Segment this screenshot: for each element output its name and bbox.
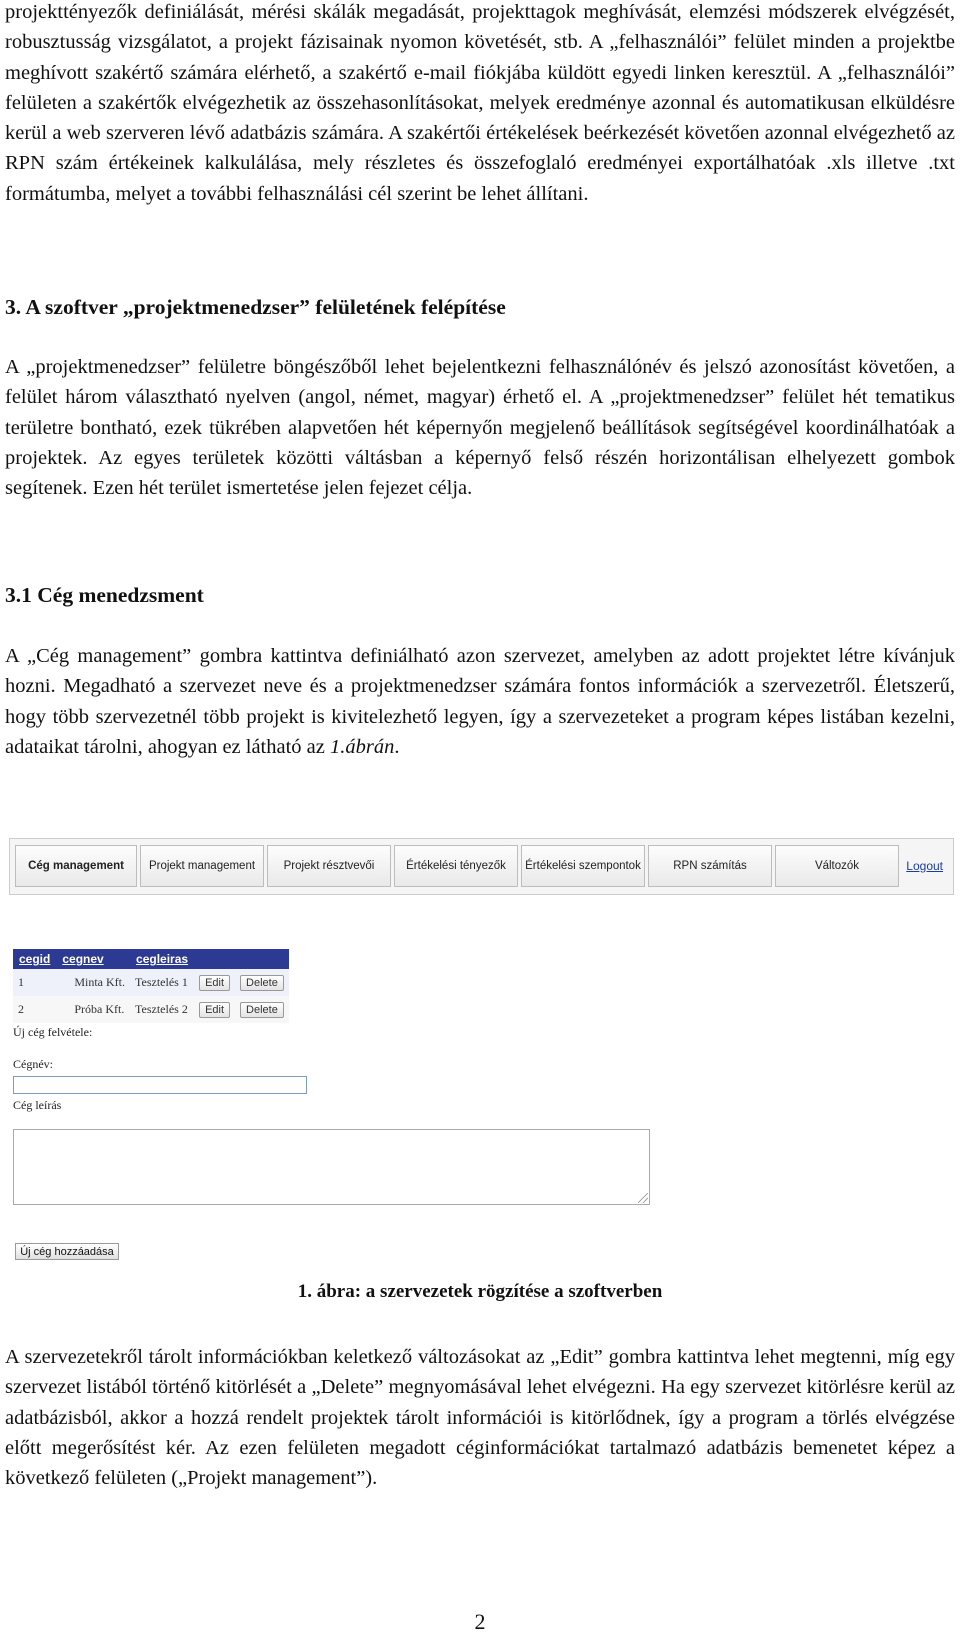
section-3-1-text: A „Cég management” gombra kattintva definiálható azon szervezet, amelyben az adott projektet létre kívánjuk hozni. Megadható a szervezet neve és a projektmenedzser számára fontos információk a szervezetről. Életszerű, hogy több szervezetnél több projekt is kivitelezhető legyen, így a szervezeteket a program képes listában kezelni, adataikat tárolni, ahogyan ez látható az — [5, 645, 955, 758]
col-cegleiras[interactable]: cegleiras — [130, 949, 194, 969]
figure-caption: 1. ábra: a szervezetek rögzítése a szoftverben — [297, 1281, 663, 1302]
tab-ertekelesi-szempontok[interactable]: Értékelési szempontok — [521, 845, 645, 887]
cell-edit — [194, 969, 235, 996]
cell-id: 2 — [13, 996, 56, 1023]
tab-projekt-resztvevoi[interactable]: Projekt résztvevői — [267, 845, 391, 887]
cell-id: 1 — [13, 969, 56, 996]
cell-edit — [194, 996, 235, 1023]
tab-ertekelesi-tenyezok[interactable]: Értékelési tényezők — [394, 845, 518, 887]
tab-rpn-szamitas[interactable]: RPN számítás — [648, 845, 772, 887]
intro-paragraph: projekttényezők definiálását, mérési skálák megadását, projekttagok meghívását, elemzési módszerek elvégzését, robusztusság vizsgálatot, a projekt fázisainak nyomon követését, stb. A „felhasználói” felület minden a projektbe meghívott szakértő számára elérhető, a szakértő e-mail fiókjába küldött egyedi linken keresztül. A „felhasználói” felületen a szakértők elvégezhetik az összehasonlításokat, melyek eredménye azonnal és automatikusan elküldésre kerül a web szerveren lévő adatbázis számára. A szakértői értékelések beérkezését követően azonnal elvégezhető az RPN szám értékeinek kalkulálása, mely részletes és összefoglaló eredményei exportálhatóak .xls illetve .txt formátumba, melyet a további felhasználási cél szerint be lehet állítani. — [5, 1, 955, 205]
cell-delete — [235, 996, 289, 1023]
section-3-heading: 3. A szoftver „projektmenedzser” felületének felépítése — [5, 295, 506, 319]
app-nav-bar — [9, 838, 954, 895]
company-desc-textarea[interactable] — [13, 1129, 650, 1205]
edit-button[interactable]: Edit — [199, 975, 230, 991]
section-3-1-heading: 3.1 Cég menedzsment — [5, 583, 204, 607]
section-3-1-paragraph — [5, 641, 955, 762]
nav-tabs — [15, 845, 899, 887]
col-delete — [235, 949, 289, 969]
delete-button[interactable]: Delete — [240, 1002, 284, 1018]
page-number: 2 — [474, 1609, 486, 1634]
figure-reference: 1.ábrán — [330, 735, 395, 758]
cell-desc: Tesztelés 2 — [130, 996, 194, 1023]
company-table — [13, 949, 289, 1023]
table-row — [13, 996, 289, 1023]
closing-paragraph: A szervezetekről tárolt információkban keletkező változásokat az „Edit” gombra kattintva lehet megtenni, míg egy szervezet listából történő kitörlését a „Delete” megnyomásával lehet elvégezni. Ha egy szervezet kitörlésre kerül az adatbázisból, akkor a hozzá rendelt projektek tárolt információi is kitörlődnek, így a program a törlés elvégzése előtt megerősítést kér. Az ezen felületen megadott céginformációkat tartalmazó adatbázis bemenetet képez a következő felületen („Projekt management”). — [5, 1346, 955, 1490]
col-edit — [194, 949, 235, 969]
section-3-1-end: . — [394, 735, 400, 758]
company-name-label: Cégnév: — [13, 1057, 53, 1071]
new-company-label: Új cég felvétele: — [13, 1025, 93, 1039]
cell-name: Próba Kft. — [56, 996, 130, 1023]
tab-ceg-management[interactable]: Cég management — [15, 845, 137, 887]
table-header-row — [13, 949, 289, 969]
cell-desc: Tesztelés 1 — [130, 969, 194, 996]
col-cegnev[interactable]: cegnev — [56, 949, 130, 969]
table-row — [13, 969, 289, 996]
delete-button[interactable]: Delete — [240, 975, 284, 991]
tab-projekt-management[interactable]: Projekt management — [140, 845, 264, 887]
company-name-input[interactable] — [13, 1076, 307, 1094]
cell-name: Minta Kft. — [56, 969, 130, 996]
resize-grip-icon[interactable] — [638, 1193, 648, 1203]
col-cegid[interactable]: cegid — [13, 949, 56, 969]
tab-valtozok[interactable]: Változók — [775, 845, 899, 887]
edit-button[interactable]: Edit — [199, 1002, 230, 1018]
logout-link[interactable]: Logout — [906, 859, 943, 873]
add-company-button[interactable]: Új cég hozzáadása — [15, 1243, 119, 1260]
section-3-paragraph: A „projektmenedzser” felületre böngészőből lehet bejelentkezni felhasználónév és jelszó azonosítást követően, a felület három választható nyelven (angol, német, magyar) érhető el. A „projektmenedzser” felület hét tematikus területre bontható, ezek tükrében alapvetően hét képernyőn megjelenő beállítások segítségével koordinálhatóak a projektek. Az egyes területek közötti váltásban a képernyő felső részén horizontálisan elhelyezett gombok segítenek. Ezen hét terület ismertetése jelen fejezet célja. — [5, 356, 955, 500]
company-desc-label: Cég leírás — [13, 1098, 62, 1112]
cell-delete — [235, 969, 289, 996]
